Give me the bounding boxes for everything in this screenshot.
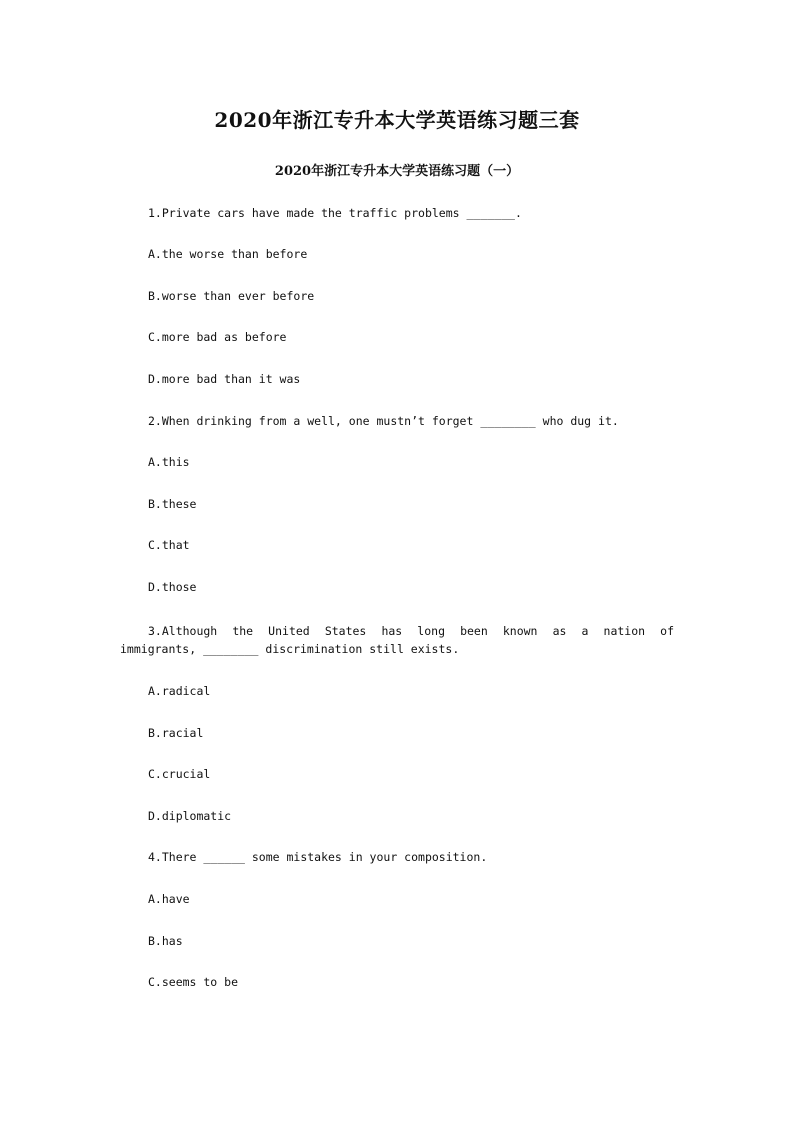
question-2-option-d: D.those xyxy=(148,580,197,594)
question-3-stem xyxy=(120,622,674,658)
question-1-option-d: D.more bad than it was xyxy=(148,372,301,386)
question-3-stem-line-1: 3.Although the United States has long been known as a nation of xyxy=(148,624,674,638)
question-2-stem: 2.When drinking from a well, one mustn’t forget ________ who dug it. xyxy=(148,414,619,428)
question-1-option-c: C.more bad as before xyxy=(148,330,287,344)
question-3-stem-line-2: immigrants, ________ discrimination still exists. xyxy=(120,642,460,656)
question-4-option-c: C.seems to be xyxy=(148,975,239,989)
section-subtitle: 2020年浙江专升本大学英语练习题（一） xyxy=(274,164,520,179)
question-4-option-a: A.have xyxy=(148,892,190,906)
question-2-option-a: A.this xyxy=(148,455,190,469)
question-2-option-c: C.that xyxy=(148,538,190,552)
question-4-stem: 4.There ______ some mistakes in your composition. xyxy=(148,850,488,864)
question-3-option-a: A.radical xyxy=(148,684,211,698)
question-2-option-b: B.these xyxy=(148,497,197,511)
question-1-option-b: B.worse than ever before xyxy=(148,289,315,303)
question-4-option-b: B.has xyxy=(148,934,183,948)
question-3-option-d: D.diplomatic xyxy=(148,809,232,823)
question-3-option-b: B.racial xyxy=(148,726,204,740)
question-1-option-a: A.the worse than before xyxy=(148,247,308,261)
question-3-option-c: C.crucial xyxy=(148,767,211,781)
question-1-stem: 1.Private cars have made the traffic problems _______. xyxy=(148,206,522,220)
page-title: 2020年浙江专升本大学英语练习题三套 xyxy=(214,108,580,132)
